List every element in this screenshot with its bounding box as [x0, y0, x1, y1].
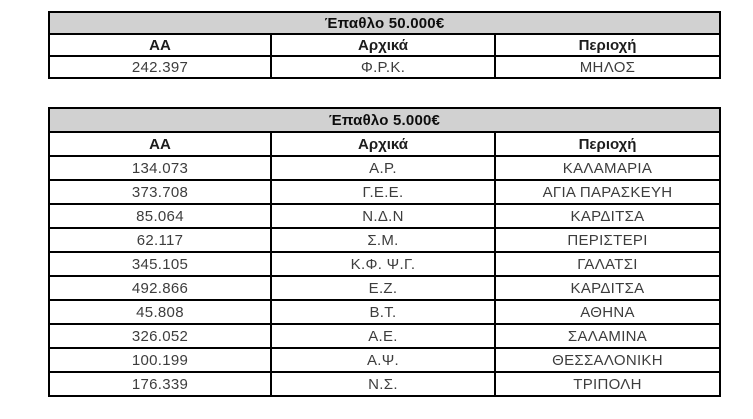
cell-initials: Ν.Σ.	[271, 372, 495, 396]
table-title-row	[49, 12, 720, 34]
table-row	[49, 228, 720, 252]
column-header-aa: ΑΑ	[49, 34, 271, 56]
cell-aa: 492.866	[49, 276, 271, 300]
table-row	[49, 324, 720, 348]
prize-table-5000	[48, 107, 721, 397]
cell-initials: Σ.Μ.	[271, 228, 495, 252]
table-row	[49, 276, 720, 300]
table-title: Έπαθλο 5.000€	[49, 108, 720, 132]
cell-initials: Α.Ρ.	[271, 156, 495, 180]
table-header-row	[49, 132, 720, 156]
cell-initials: Β.Τ.	[271, 300, 495, 324]
cell-area: ΑΓΙΑ ΠΑΡΑΣΚΕΥΗ	[495, 180, 720, 204]
cell-area: ΚΑΡΔΙΤΣΑ	[495, 204, 720, 228]
table-row	[49, 252, 720, 276]
column-header-aa: ΑΑ	[49, 132, 271, 156]
cell-initials: Γ.Ε.Ε.	[271, 180, 495, 204]
cell-aa: 62.117	[49, 228, 271, 252]
cell-initials: Α.Ψ.	[271, 348, 495, 372]
cell-area: ΤΡΙΠΟΛΗ	[495, 372, 720, 396]
cell-initials: Φ.Ρ.Κ.	[271, 56, 495, 78]
table-header-row	[49, 34, 720, 56]
cell-area: ΣΑΛΑΜΙΝΑ	[495, 324, 720, 348]
cell-aa: 242.397	[49, 56, 271, 78]
cell-area: ΜΗΛΟΣ	[495, 56, 720, 78]
cell-aa: 373.708	[49, 180, 271, 204]
table-row	[49, 204, 720, 228]
column-header-initials: Αρχικά	[271, 34, 495, 56]
cell-initials: Ε.Ζ.	[271, 276, 495, 300]
prize-table-50000	[48, 11, 721, 79]
cell-aa: 100.199	[49, 348, 271, 372]
table-title: Έπαθλο 50.000€	[49, 12, 720, 34]
cell-aa: 85.064	[49, 204, 271, 228]
cell-aa: 45.808	[49, 300, 271, 324]
cell-area: ΑΘΗΝΑ	[495, 300, 720, 324]
cell-area: ΚΑΡΔΙΤΣΑ	[495, 276, 720, 300]
cell-aa: 176.339	[49, 372, 271, 396]
column-header-area: Περιοχή	[495, 34, 720, 56]
column-header-initials: Αρχικά	[271, 132, 495, 156]
cell-aa: 134.073	[49, 156, 271, 180]
cell-aa: 345.105	[49, 252, 271, 276]
cell-initials: Α.Ε.	[271, 324, 495, 348]
cell-area: ΚΑΛΑΜΑΡΙΑ	[495, 156, 720, 180]
cell-initials: Κ.Φ. Ψ.Γ.	[271, 252, 495, 276]
cell-area: ΓΑΛΑΤΣΙ	[495, 252, 720, 276]
column-header-area: Περιοχή	[495, 132, 720, 156]
table-row	[49, 372, 720, 396]
table-row	[49, 348, 720, 372]
table-row	[49, 156, 720, 180]
table-title-row	[49, 108, 720, 132]
table-row	[49, 180, 720, 204]
cell-area: ΘΕΣΣΑΛΟΝΙΚΗ	[495, 348, 720, 372]
table-row	[49, 56, 720, 78]
cell-aa: 326.052	[49, 324, 271, 348]
table-row	[49, 300, 720, 324]
cell-initials: Ν.Δ.Ν	[271, 204, 495, 228]
cell-area: ΠΕΡΙΣΤΕΡΙ	[495, 228, 720, 252]
